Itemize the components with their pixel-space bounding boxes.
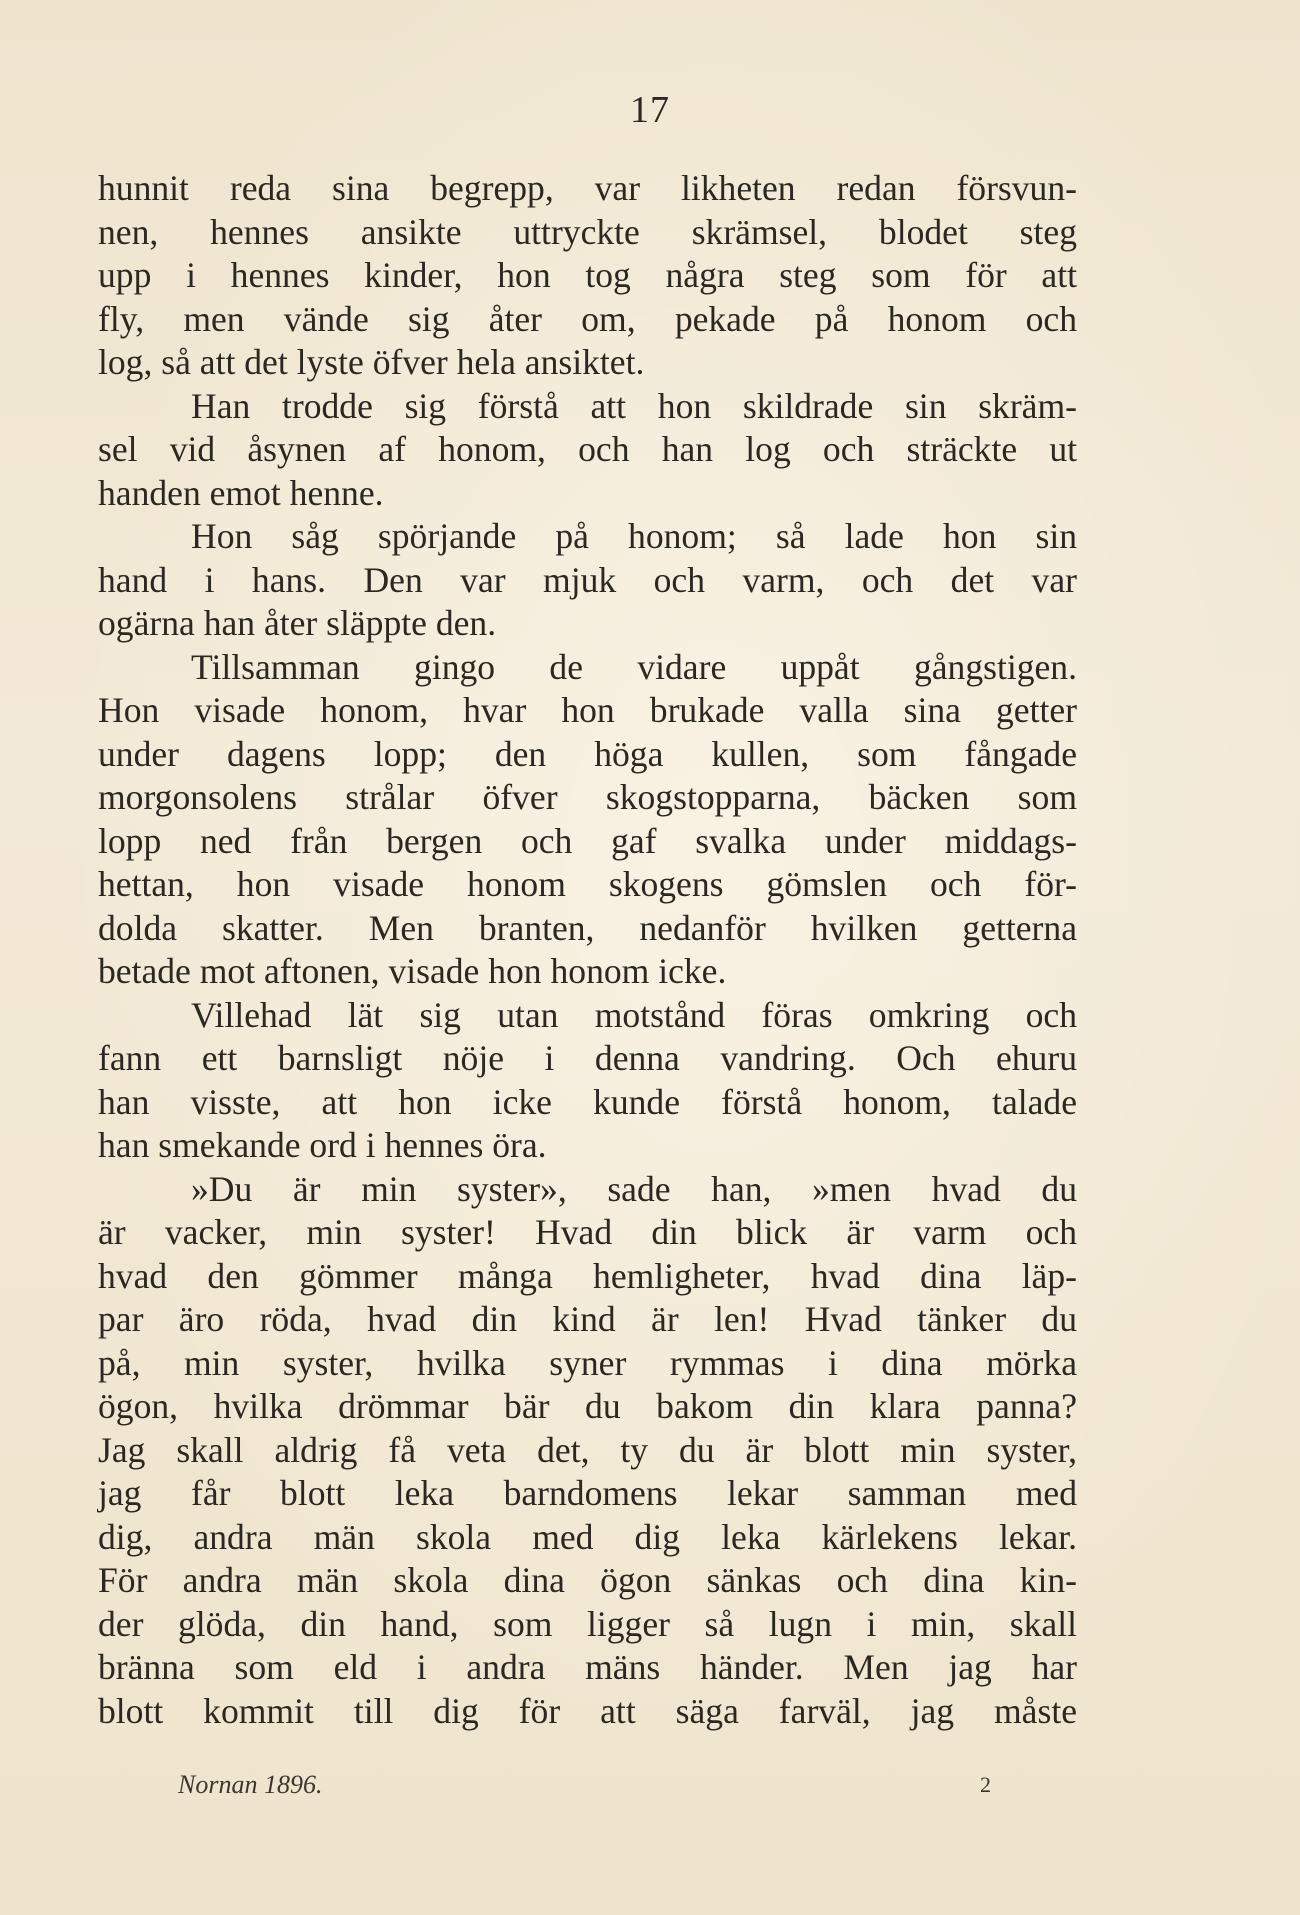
text-line: fann ett barnsligt nöje i denna vandring. Och ehuru [98, 1038, 1077, 1078]
signature-mark: Nornan 1896. [178, 1770, 323, 1799]
text-line: hvad den gömmer många hemligheter, hvad dina läp- [98, 1255, 1077, 1296]
text-line: han visste, att hon icke kunde förstå honom, talade [98, 1081, 1077, 1122]
text-line: hand i hans. Den var mjuk och varm, och det var [98, 559, 1077, 600]
text-line: sel vid åsynen af honom, och han log och sträckte ut [98, 429, 1077, 469]
text-line: nen, hennes ansikte uttryckte skrämsel, blodet steg [98, 211, 1077, 252]
text-line: Jag skall aldrig få veta det, ty du är blott min syster, [98, 1429, 1077, 1470]
text-line: »Du är min syster», sade han, »men hvad du [191, 1168, 1077, 1209]
text-line: Villehad lät sig utan motstånd föras omkring och [191, 994, 1077, 1035]
page-number: 17 [630, 89, 670, 131]
text-line: dig, andra män skola med dig leka kärlekens lekar. [98, 1516, 1077, 1557]
text-line: fly, men vände sig åter om, pekade på honom och [98, 298, 1077, 339]
text-line: under dagens lopp; den höga kullen, som fångade [98, 733, 1077, 774]
body-text [98, 167, 1077, 1733]
text-line: han smekande ord i hennes öra. [98, 1125, 547, 1165]
text-line: par äro röda, hvad din kind är len! Hvad tänker du [98, 1299, 1077, 1339]
text-line: Tillsamman gingo de vidare uppåt gångstigen. [191, 646, 1077, 687]
text-line: ogärna han åter släppte den. [98, 603, 497, 643]
text-line: betade mot aftonen, visade hon honom icke. [98, 951, 727, 991]
page-footer [0, 1770, 1300, 1810]
text-line: lopp ned från bergen och gaf svalka under middags- [98, 820, 1077, 861]
text-line: ögon, hvilka drömmar bär du bakom din klara panna? [98, 1386, 1077, 1426]
text-line: på, min syster, hvilka syner rymmas i dina mörka [98, 1342, 1077, 1383]
sheet-number: 2 [980, 1772, 991, 1797]
text-line: Hon visade honom, hvar hon brukade valla sina getter [98, 690, 1077, 730]
text-line: upp i hennes kinder, hon tog några steg som för att [98, 255, 1077, 295]
text-line: blott kommit till dig för att säga farväl, jag måste [98, 1690, 1077, 1731]
text-line: dolda skatter. Men branten, nedanför hvilken getterna [98, 907, 1077, 948]
text-line: jag får blott leka barndomens lekar samman med [98, 1473, 1077, 1513]
text-line: bränna som eld i andra mäns händer. Men jag har [98, 1647, 1077, 1687]
text-line: Han trodde sig förstå att hon skildrade sin skräm- [191, 385, 1077, 426]
text-line: handen emot henne. [98, 472, 384, 513]
text-line: Hon såg spörjande på honom; så lade hon sin [191, 516, 1077, 556]
text-line: hunnit reda sina begrepp, var likheten redan försvun- [98, 168, 1077, 208]
text-line: För andra män skola dina ögon sänkas och dina kin- [98, 1560, 1077, 1600]
text-line: log, så att det lyste öfver hela ansiktet. [98, 342, 645, 382]
text-line: morgonsolens strålar öfver skogstopparna, bäcken som [98, 777, 1077, 817]
text-line: är vacker, min syster! Hvad din blick är varm och [98, 1212, 1077, 1252]
text-line: hettan, hon visade honom skogens gömslen och för- [98, 864, 1077, 904]
text-line: der glöda, din hand, som ligger så lugn i min, skall [98, 1603, 1077, 1644]
